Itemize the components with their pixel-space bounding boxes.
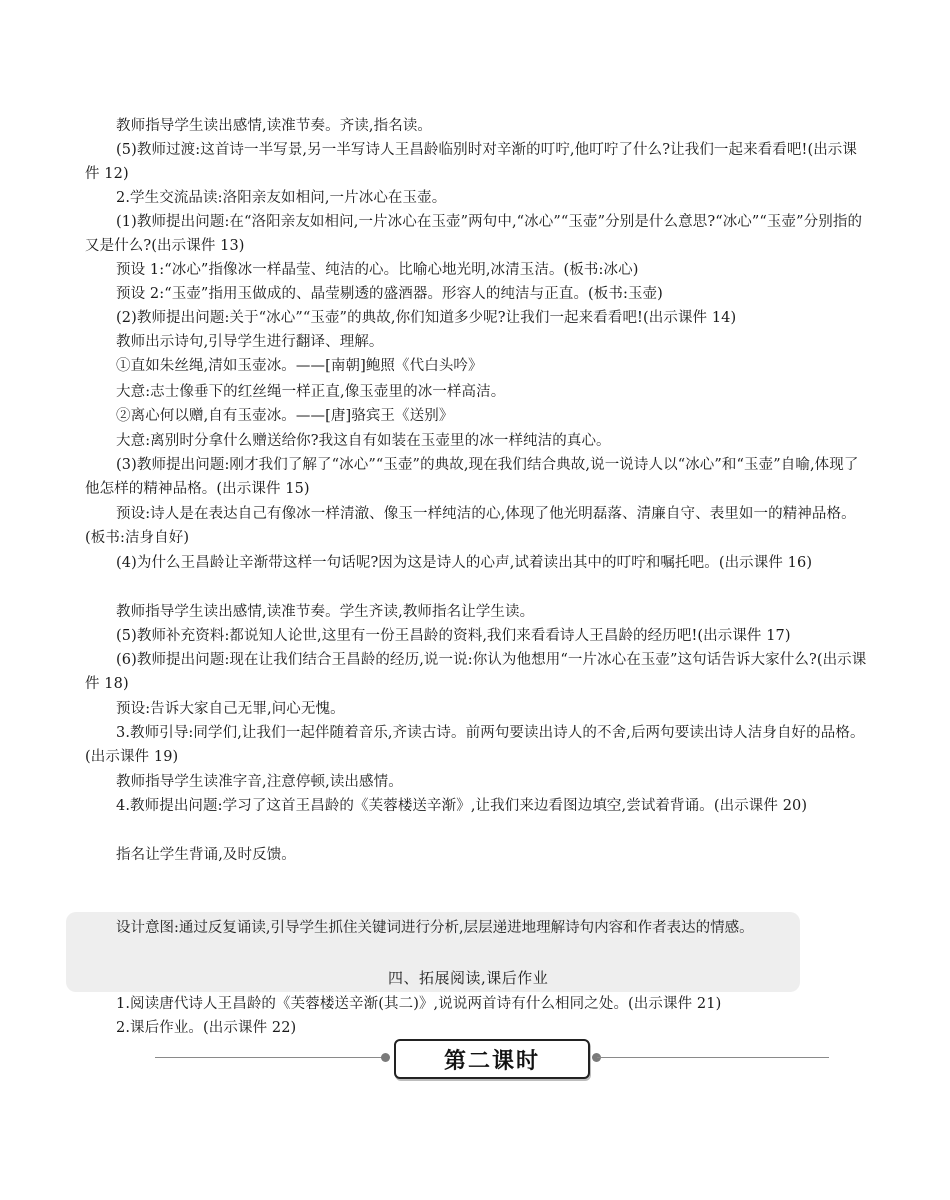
paragraph: (5)教师补充资料:都说知人论世,这里有一份王昌龄的资料,我们来看看诗人王昌龄的经历吧!(出示课件 17) bbox=[116, 628, 791, 644]
paragraph: ①直如朱丝绳,清如玉壶冰。——[南朝]鲍照《代白头吟》 bbox=[116, 358, 483, 374]
paragraph: (2)教师提出问题:关于“冰心”“玉壶”的典故,你们知道多少呢?让我们一起来看看吧!(出示课件 14) bbox=[116, 310, 737, 326]
paragraph: (6)教师提出问题:现在让我们结合王昌龄的经历,说一说:你认为他想用“一片冰心在玉壶”这句话告诉大家什么?(出示课件 18) bbox=[85, 652, 867, 692]
homework-item: 2.课后作业。(出示课件 22) bbox=[116, 1020, 297, 1036]
paragraph: 大意:志士像垂下的红丝绳一样正直,像玉壶里的冰一样高洁。 bbox=[116, 384, 506, 400]
paragraph: 指名让学生背诵,及时反馈。 bbox=[116, 847, 296, 863]
paragraph: (3)教师提出问题:刚才我们了解了“冰心”“玉壶”的典故,现在我们结合典故,说一说诗人以“冰心”和“玉壶”自喻,体现了他怎样的精神品格。(出示课件 15) bbox=[85, 457, 859, 497]
lesson-title-badge: 第二课时 bbox=[394, 1039, 590, 1079]
paragraph: 教师指导学生读出感情,读准节奏。学生齐读,教师指名让学生读。 bbox=[116, 604, 535, 620]
paragraph: (1)教师提出问题:在“洛阳亲友如相问,一片冰心在玉壶”两句中,“冰心”“玉壶”分别是什么意思?“冰心”“玉壶”分别指的又是什么?(出示课件 13) bbox=[85, 214, 863, 254]
divider-line-right bbox=[597, 1057, 829, 1058]
divider-dot-left bbox=[381, 1053, 390, 1062]
paragraph: (4)为什么王昌龄让辛渐带这样一句话呢?因为这是诗人的心声,试着读出其中的叮咛和嘱托吧。(出示课件 16) bbox=[116, 555, 813, 571]
paragraph: 3.教师引导:同学们,让我们一起伴随着音乐,齐读古诗。前两句要读出诗人的不舍,后两句要读出诗人洁身自好的品格。(出示课件 19) bbox=[85, 725, 865, 765]
section-heading: 四、拓展阅读,课后作业 bbox=[388, 969, 549, 987]
paragraph: 预设 1:“冰心”指像冰一样晶莹、纯洁的心。比喻心地光明,冰清玉洁。(板书:冰心) bbox=[116, 262, 639, 278]
paragraph: 预设:告诉大家自己无罪,问心无愧。 bbox=[116, 701, 345, 717]
paragraph: 预设:诗人是在表达自己有像冰一样清澈、像玉一样纯洁的心,体现了他光明磊落、清廉自守、表里如一的精神品格。(板书:洁身自好) bbox=[85, 506, 856, 546]
paragraph: 教师指导学生读出感情,读准节奏。齐读,指名读。 bbox=[116, 118, 433, 134]
paragraph: 预设 2:“玉壶”指用玉做成的、晶莹剔透的盛酒器。形容人的纯洁与正直。(板书:玉壶) bbox=[116, 286, 663, 302]
homework-item: 1.阅读唐代诗人王昌龄的《芙蓉楼送辛渐(其二)》,说说两首诗有什么相同之处。(出示课件 21) bbox=[116, 996, 722, 1012]
design-intent-text: 设计意图:通过反复诵读,引导学生抓住关键词进行分析,层层递进地理解诗句内容和作者表达的情感。 bbox=[116, 920, 754, 936]
paragraph: (5)教师过渡:这首诗一半写景,另一半写诗人王昌龄临别时对辛渐的叮咛,他叮咛了什么?让我们一起来看看吧!(出示课件 12) bbox=[85, 142, 857, 182]
paragraph: 大意:离别时分拿什么赠送给你?我这自有如装在玉壶里的冰一样纯洁的真心。 bbox=[116, 433, 611, 449]
paragraph: 教师出示诗句,引导学生进行翻译、理解。 bbox=[116, 334, 384, 350]
paragraph: 4.教师提出问题:学习了这首王昌龄的《芙蓉楼送辛渐》,让我们来边看图边填空,尝试着背诵。(出示课件 20) bbox=[116, 798, 808, 814]
paragraph: ②离心何以赠,自有玉壶冰。——[唐]骆宾王《送别》 bbox=[116, 408, 454, 424]
divider-line-left bbox=[155, 1057, 385, 1058]
paragraph: 教师指导学生读准字音,注意停顿,读出感情。 bbox=[116, 774, 403, 790]
paragraph: 2.学生交流品读:洛阳亲友如相问,一片冰心在玉壶。 bbox=[116, 190, 447, 206]
